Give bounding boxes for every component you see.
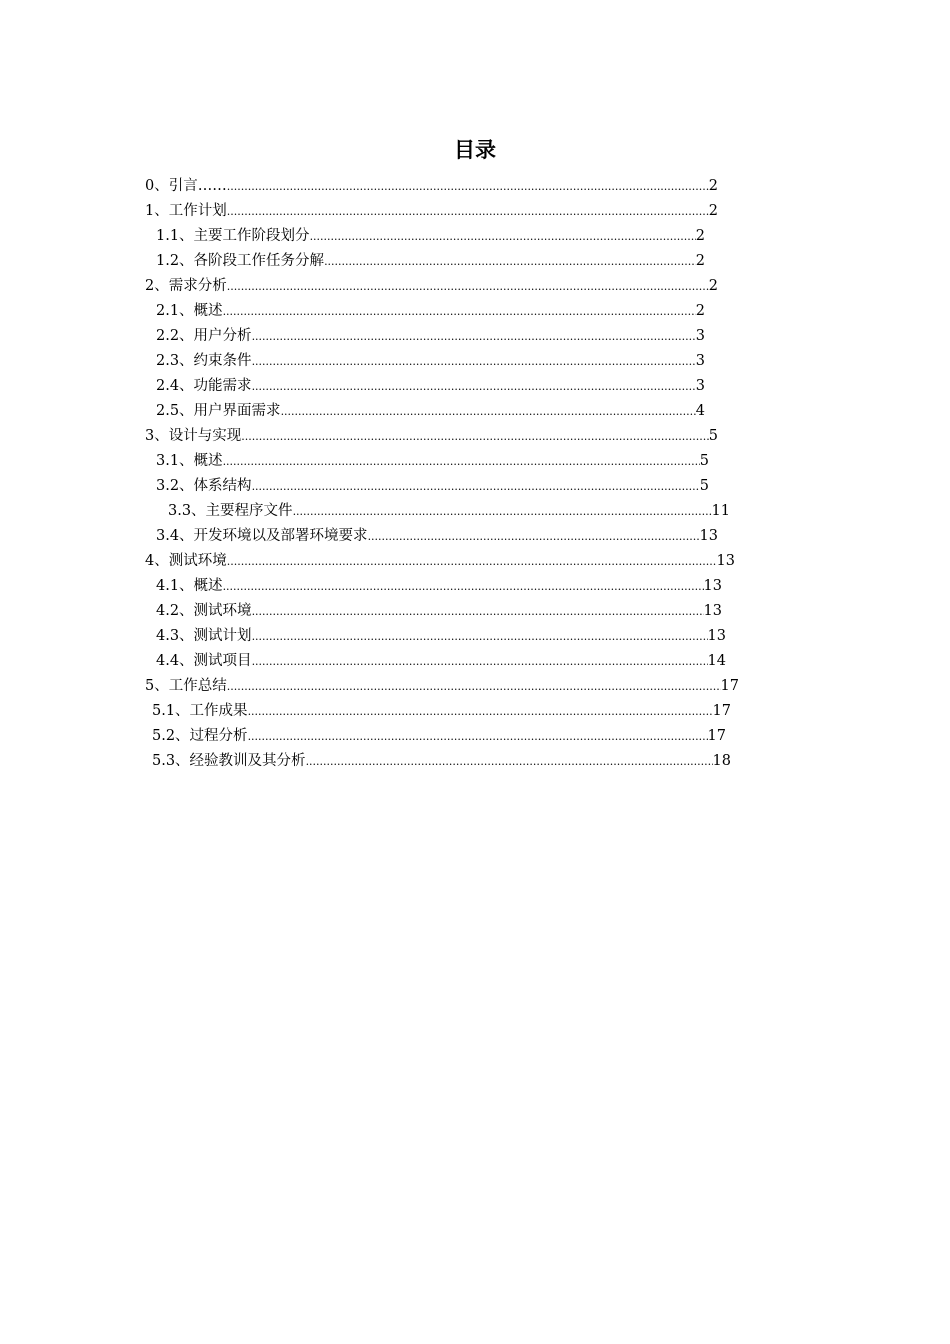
toc-entry-label: 2.4、功能需求 [156,378,252,394]
toc-leader [310,225,696,248]
toc-leader [227,200,709,223]
toc-entry-page: 18 [712,753,731,769]
toc-entry-label: 2.3、约束条件 [156,353,252,369]
toc-entry[interactable] [145,549,735,573]
toc-entry-label: 1.1、主要工作阶段划分 [156,228,310,244]
toc-entry[interactable] [145,424,718,448]
toc-entry-page: 4 [695,403,705,419]
toc-entry[interactable] [156,324,705,348]
toc-leader [252,650,708,673]
toc-entry[interactable] [145,199,718,223]
toc-entry-page: 5 [699,453,709,469]
toc-entry[interactable] [156,474,709,498]
toc-entry-label: 2、需求分析 [145,278,227,294]
toc-entry-page: 3 [695,353,705,369]
toc-entry[interactable] [145,674,739,698]
toc-leader [227,675,721,698]
toc-leader [368,525,700,548]
toc-entry[interactable] [152,699,731,723]
toc-entry-label: 4.1、概述 [156,578,223,594]
toc-leader [223,450,700,473]
toc-entry-page: 2 [708,203,718,219]
toc-entry-page: 13 [703,578,722,594]
toc-leader [252,325,696,348]
toc-entry-label: 4.3、测试计划 [156,628,252,644]
toc-entry[interactable] [156,624,726,648]
toc-leader [227,175,709,198]
toc-entry-label: 4.2、测试环境 [156,603,252,619]
toc-leader [252,475,700,498]
toc-entry[interactable] [156,299,705,323]
toc-entry-label: 2.5、用户界面需求 [156,403,281,419]
toc-leader [223,300,696,323]
toc-entry-label: 5、工作总结 [145,678,227,694]
toc-entry-page: 2 [708,178,718,194]
toc-entry[interactable] [156,599,722,623]
toc-leader [281,400,696,423]
toc-title: 目录 [454,138,496,162]
toc-entry-page: 17 [720,678,739,694]
toc-entry-label: 2.2、用户分析 [156,328,252,344]
toc-entry-page: 13 [716,553,735,569]
toc-entry[interactable] [145,174,718,198]
toc-entry-label: 2.1、概述 [156,303,223,319]
toc-entry[interactable] [156,374,705,398]
toc-leader [241,425,709,448]
toc-leader [227,275,709,298]
toc-entry-page: 11 [711,503,730,519]
toc-entry[interactable] [152,749,731,773]
toc-entry[interactable] [156,449,709,473]
toc-entry-label: 5.3、经验教训及其分析 [152,753,306,769]
toc-entry-label: 1、工作计划 [145,203,227,219]
toc-leader [252,375,696,398]
toc-leader [324,250,696,273]
toc-entry[interactable] [156,249,705,273]
toc-leader [248,725,708,748]
toc-entry-page: 13 [703,603,722,619]
toc-entry[interactable] [156,349,705,373]
toc-entry-page: 5 [708,428,718,444]
toc-leader [252,600,704,623]
toc-entry-page: 17 [707,728,726,744]
toc-entry-page: 17 [712,703,731,719]
toc-entry-page: 14 [707,653,726,669]
toc-entry-page: 2 [708,278,718,294]
toc-entry-label: 3、设计与实现 [145,428,242,444]
toc-leader [223,575,704,598]
toc-entry-label: 4.4、测试项目 [156,653,252,669]
toc-entry[interactable] [156,574,722,598]
toc-entry-label: 3.2、体系结构 [156,478,252,494]
toc-leader [227,550,717,573]
toc-entry[interactable] [156,649,726,673]
toc-leader [248,700,713,723]
toc-entry[interactable] [145,274,718,298]
toc-entry[interactable] [156,224,705,248]
toc-entry[interactable] [156,524,718,548]
toc-entry-page: 2 [695,253,705,269]
toc-entry-page: 13 [699,528,718,544]
toc-entry-page: 13 [707,628,726,644]
toc-entry-label: 3.3、主要程序文件 [168,503,293,519]
toc-entry-label: 3.1、概述 [156,453,223,469]
toc-entry-page: 3 [695,328,705,344]
toc-leader [252,625,708,648]
toc-entry-label: 3.4、开发环境以及部署环境要求 [156,528,368,544]
toc-leader [306,750,713,773]
toc-entry-label: 5.2、过程分析 [152,728,248,744]
toc-entry-page: 2 [695,228,705,244]
toc-entry[interactable] [152,724,726,748]
toc-entry-page: 3 [695,378,705,394]
toc-entry[interactable] [156,399,705,423]
toc-leader [293,500,712,523]
toc-entry-page: 5 [699,478,709,494]
toc-entry-page: 2 [695,303,705,319]
toc-leader [252,350,696,373]
toc-entry-label: 4、测试环境 [145,553,227,569]
toc-entry-label: 5.1、工作成果 [152,703,248,719]
toc-entry-label: 0、引言…… [145,178,227,194]
toc-entry-label: 1.2、各阶段工作任务分解 [156,253,325,269]
toc-entry[interactable] [168,499,730,523]
